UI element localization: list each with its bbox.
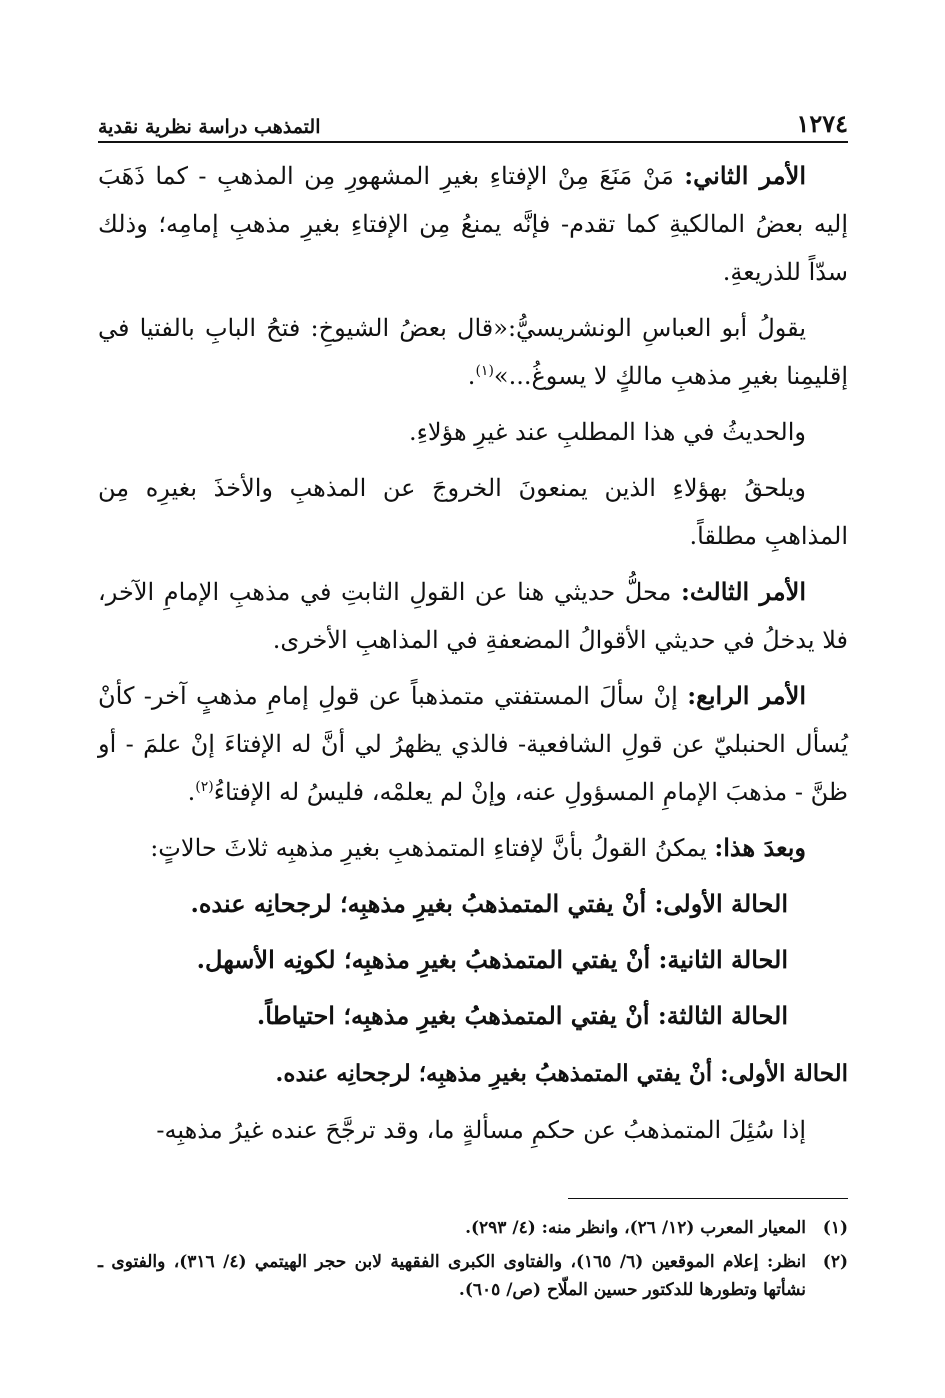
footnote-ref[interactable]: (١)	[475, 363, 494, 379]
footnote-ref[interactable]: (٢)	[195, 779, 214, 795]
paragraph	[98, 824, 848, 872]
paragraph	[98, 152, 848, 296]
case-item	[98, 936, 848, 984]
paragraph	[98, 464, 848, 560]
paragraph	[98, 1106, 848, 1154]
paragraph-text: محلُّ حديثي هنا عن القولِ الثابتِ في مذهبِ الإمامِ الآخر، فلا يدخلُ في حديثي الأقوالُ المضعفةِ في المذاهبِ الأخرى.	[98, 578, 848, 654]
footnote-number: (١)	[822, 1218, 848, 1238]
paragraph-text: يمكنُ القولُ بأنَّ لإفتاءِ المتمذهبِ بغيرِ مذهبِه ثلاثَ حالاتٍ:	[150, 834, 715, 862]
case-text: أنْ يفتي المتمذهبُ بغيرِ مذهبِه؛ لكونِه الأسهل.	[196, 945, 659, 974]
running-title: التمذهب دراسة نظرية نقدية	[98, 116, 321, 138]
paragraph	[98, 672, 848, 816]
case-item	[98, 880, 848, 928]
paragraph-label: الأمر الثاني:	[684, 161, 806, 190]
paragraph-text: إذا سُئِلَ المتمذهبُ عن حكمِ مسألةٍ ما، وقد ترجَّحَ عنده غيرُ مذهبِه-	[156, 1116, 806, 1144]
footnote-text: انظر: إعلام الموقعين (٦/ ١٦٥)، والفتاوى الكبرى الفقهية لابن حجر الهيتمي (٤/ ٣١٦)، والفتوى ـ نشأتها وتطورها للدكتور حسين الملّاح (ص/ ٦٠٥).	[98, 1252, 806, 1300]
paragraph-text: والحديثُ في هذا المطلبِ عند غيرِ هؤلاءِ.	[409, 418, 806, 446]
footnote-number: (٢)	[822, 1252, 848, 1272]
paragraph-label: وبعدَ هذا:	[714, 833, 806, 862]
paragraph	[98, 408, 848, 456]
section-subheading: الحالة الأولى: أنْ يفتي المتمذهبُ بغيرِ مذهبِه؛ لرجحانِه عنده.	[275, 1060, 848, 1087]
paragraph-text: إنْ سألَ المستفتي متمذهباً عن قولِ إمامِ مذهبٍ آخر- كأنْ يُسأل الحنبليّ عن قولِ الشافعية- فالذي يظهرُ لي أنَّ له الإفتاءَ إنْ علمَ - أو ظنَّ - مذهبَ الإمامِ المسؤولِ عنه، وإنْ لم يعلمْه، فليسُ له الإفتاءُ	[98, 682, 848, 806]
main-text	[98, 152, 848, 1162]
case-text: أنْ يفتي المتمذهبُ بغيرِ مذهبِه؛ احتياطاً.	[256, 1001, 658, 1030]
footnote	[98, 1248, 848, 1304]
footnote-divider	[568, 1198, 848, 1199]
paragraph-text: ويلحقُ بهؤلاءِ الذين يمنعونَ الخروجَ عن المذهبِ والأخذَ بغيرِه مِن المذاهبِ مطلقاً.	[98, 474, 848, 550]
case-item	[98, 992, 848, 1040]
case-label: الحالة الثانية:	[658, 945, 788, 974]
footnote	[98, 1214, 848, 1242]
paragraph-text: مَنْ مَنَعَ مِنْ الإفتاءِ بغيرِ المشهورِ مِن المذهبِ - كما ذَهَبَ إليه بعضُ المالكيةِ كما تقدم- فإنَّه يمنعُ مِن الإفتاءِ بغيرِ مذهبِ إمامِه؛ وذلك سدّاً للذريعةِ.	[98, 162, 848, 286]
case-label: الحالة الأولى:	[654, 889, 788, 918]
page-header	[98, 104, 848, 138]
paragraph-tail: .	[467, 362, 476, 390]
paragraph	[98, 568, 848, 664]
paragraph-tail: .	[187, 778, 196, 806]
paragraph-label: الأمر الثالث:	[680, 577, 806, 606]
footnote-text: المعيار المعرب (١٢/ ٢٦)، وانظر منه: (٤/ ٢٩٣).	[465, 1218, 806, 1238]
page-number: ١٢٧٤	[796, 109, 848, 138]
paragraph-text: يقولُ أبو العباسِ الونشريسيُّ:«قال بعضُ الشيوخِ: فتحُ البابِ بالفتيا في إقليمِنا بغيرِ مذهبِ مالكٍ لا يسوغُ...»	[98, 314, 848, 390]
footnotes	[98, 1214, 848, 1310]
header-divider	[98, 141, 848, 143]
case-label: الحالة الثالثة:	[657, 1001, 788, 1030]
case-text: أنْ يفتي المتمذهبُ بغيرِ مذهبِه؛ لرجحانِه عنده.	[190, 889, 655, 918]
paragraph	[98, 304, 848, 400]
paragraph-label: الأمر الرابع:	[687, 681, 807, 710]
